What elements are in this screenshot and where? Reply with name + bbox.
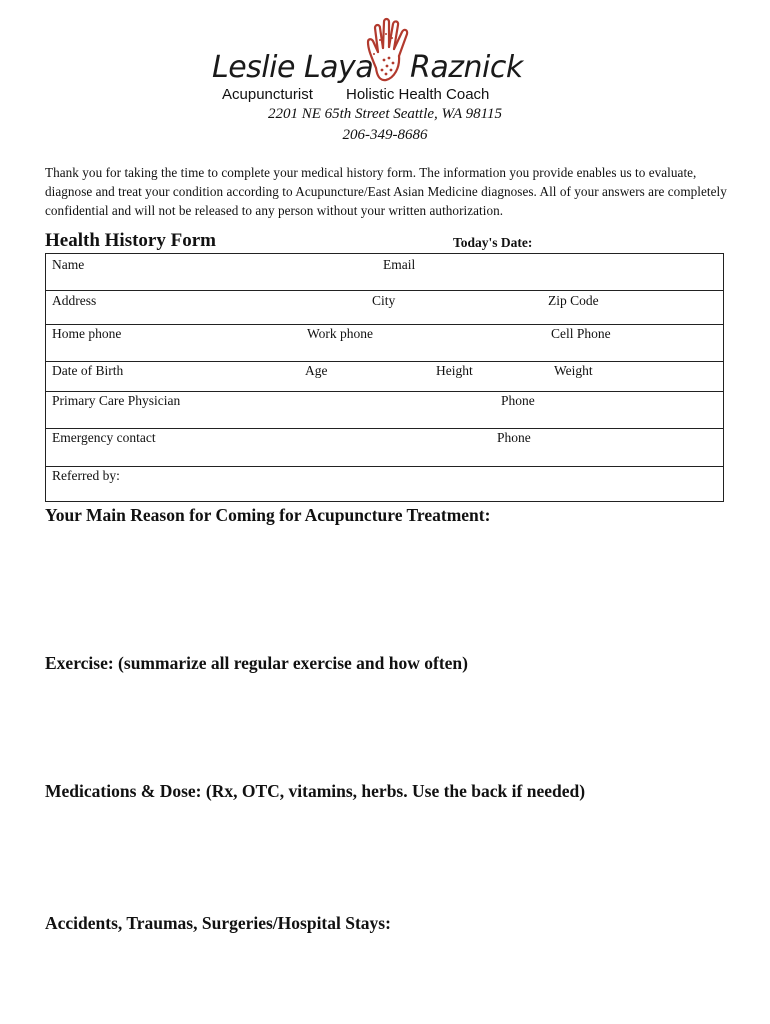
todays-date-field[interactable]: Today's Date: — [453, 235, 533, 250]
work-phone-field[interactable]: Work phone — [307, 326, 374, 341]
accidents-heading: Accidents, Traumas, Surgeries/Hospital Stays: — [45, 913, 391, 933]
row-name-email — [46, 254, 723, 291]
cell-phone-field[interactable]: Cell Phone — [551, 326, 611, 341]
city-field[interactable]: City — [372, 293, 396, 308]
date-of-birth-field[interactable]: Date of Birth — [52, 363, 124, 378]
name-field[interactable]: Name — [52, 257, 85, 272]
main-reason-heading: Your Main Reason for Coming for Acupuncture Treatment: — [45, 505, 491, 525]
profession-acupuncturist: Acupuncturist — [222, 86, 313, 103]
logo-last-name: Raznick — [410, 50, 523, 85]
primary-care-physician-field[interactable]: Primary Care Physician — [52, 393, 181, 408]
emergency-phone-field[interactable]: Phone — [497, 430, 531, 445]
profession-health-coach: Holistic Health Coach — [346, 86, 490, 103]
email-field[interactable]: Email — [383, 257, 416, 272]
age-field[interactable]: Age — [305, 363, 328, 378]
weight-field[interactable]: Weight — [554, 363, 593, 378]
patient-info-table — [45, 253, 724, 502]
row-referred — [46, 466, 723, 501]
row-emergency — [46, 428, 723, 467]
row-dob — [46, 361, 723, 392]
row-address — [46, 290, 723, 325]
practice-phone: 206-349-8686 — [342, 127, 428, 143]
intro-paragraph: Thank you for taking the time to complete your medical history form. The information you provide enables us to evaluate, diagnose and treat your condition according to Acupuncture/East Asian Medicine diagnoses. All of your answers are completely confidential and will not be released to any person without your written authorization. — [45, 165, 727, 218]
exercise-heading: Exercise: (summarize all regular exercise and how often) — [45, 653, 468, 673]
form-title: Health History Form — [45, 230, 216, 251]
zip-code-field[interactable]: Zip Code — [548, 293, 599, 308]
physician-phone-field[interactable]: Phone — [501, 393, 535, 408]
row-phones — [46, 324, 723, 362]
medications-heading: Medications & Dose: (Rx, OTC, vitamins, herbs. Use the back if needed) — [45, 781, 586, 801]
practice-address: 2201 NE 65th Street Seattle, WA 98115 — [267, 106, 503, 122]
home-phone-field[interactable]: Home phone — [52, 326, 122, 341]
emergency-contact-field[interactable]: Emergency contact — [52, 430, 156, 445]
row-physician — [46, 391, 723, 429]
height-field[interactable]: Height — [436, 363, 473, 378]
logo-first-name: Leslie Laya — [212, 50, 374, 85]
referred-by-field[interactable]: Referred by: — [52, 468, 120, 483]
address-field[interactable]: Address — [52, 293, 97, 308]
hand-logo-icon — [362, 16, 418, 88]
